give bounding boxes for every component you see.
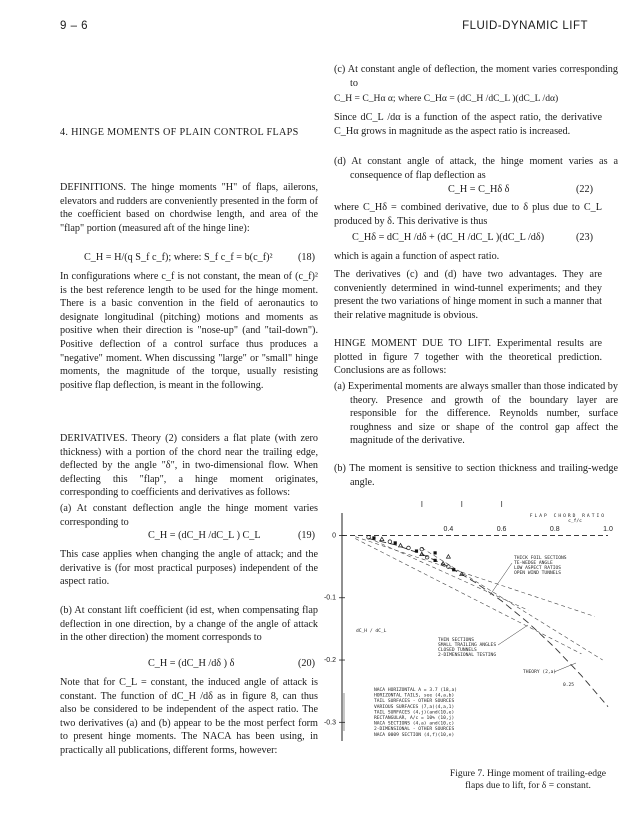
legend-entry: HORIZONTAL TAILS, see (4,a,b) — [374, 693, 455, 699]
data-point — [367, 536, 371, 540]
item-b-paragraph: Note that for C_L = constant, the induced angle of attack is constant. The function of dC_H /dδ as in figure 8, can thus also be considered to be independent of the aspect ratio. The two derivatives (a) and (b) appear to be the most perfect form to present hinge moments. The NACA has been using, in practically all publications, different forms, however: — [60, 677, 318, 756]
equation-20-number: (20) — [298, 658, 315, 669]
data-point — [394, 541, 397, 544]
annotation-pointer — [498, 625, 528, 645]
annotation-label: LOW ASPECT RATIOS — [514, 566, 562, 571]
legend-entry: RECTANGULAR, A/c = 10% (10,j) — [374, 716, 455, 721]
item-a: (a) At constant deflection angle the hinge moment varies corresponding to — [60, 503, 318, 528]
section-title: 4. HINGE MOMENTS OF PLAIN CONTROL FLAPS — [60, 127, 299, 138]
data-point — [434, 551, 437, 554]
y-tick-label: -0.3 — [323, 719, 336, 727]
equation-22-number: (22) — [576, 184, 593, 195]
equation-19: C_H = (dC_H /dC_L ) C_L — [148, 530, 261, 541]
data-point — [415, 549, 418, 552]
y-tick-label: -0.2 — [323, 657, 336, 665]
annotation-label: THICK FOIL SECTIONS — [514, 556, 567, 561]
equation-23-number: (23) — [576, 232, 593, 243]
x-axis-title: FLAP CHORD RATIO — [529, 514, 606, 519]
x-tick-label: 0.4 — [443, 526, 454, 533]
derivatives-paragraph: DERIVATIVES. Theory (2) considers a flat plate (with zero thickness) with a portion of the chord near the trailing edge, deflected by the angle "δ", in two-dimensional flow. When deflecting this "flap", a hinge moment originates, corresponding to coefficients and derivatives as follows: — [60, 433, 318, 499]
annotation-label: THIN SECTIONS — [438, 638, 474, 643]
annotation-label: SMALL TRAILING ANGLES — [438, 643, 497, 648]
running-title: FLUID-DYNAMIC LIFT — [462, 20, 588, 32]
data-point — [388, 540, 392, 544]
annotation-pointer — [490, 563, 512, 595]
definitions-paragraph: DEFINITIONS. The hinge moments "H" of flaps, ailerons, elevators and rudders are conveniently presented in the form of the coefficient based on chordwise length, and area of the "flap" portion (measured aft of the hinge line): — [60, 182, 318, 234]
item-d: (d) At constant angle of attack, the hinge moment varies as a consequence of flap deflection as — [334, 156, 618, 181]
trend-line — [355, 537, 594, 617]
annotation-label: TE-WEDGE ANGLE — [514, 561, 553, 566]
conclusion-b: (b) The moment is sensitive to section thickness and trailing-wedge angle. — [334, 463, 618, 488]
data-point — [399, 543, 403, 547]
item-d-paragraph-1: where C_Hδ = combined derivative, due to δ plus due to C_L produced by δ. This derivative is thus — [334, 202, 602, 227]
figure-7-chart — [318, 495, 618, 757]
data-point — [407, 546, 411, 550]
y-axis-label: dC_H / dC_L — [356, 629, 387, 634]
item-c: (c) At constant angle of deflection, the moment varies corresponding to — [334, 64, 618, 89]
annotation-label: CLOSED TUNNELS — [438, 648, 477, 653]
data-point — [452, 568, 455, 571]
annotation-label: THEORY (2,a) — [523, 670, 557, 675]
item-d-paragraph-2: which is again a function of aspect ratio. — [334, 251, 500, 262]
equation-18-number: (18) — [298, 252, 315, 263]
annotation-pointer — [554, 663, 576, 672]
hinge-moment-due-to-lift-paragraph: HINGE MOMENT DUE TO LIFT. Experimental results are plotted in figure 7 together with the theoretical prediction. Conclusions are as follows: — [334, 338, 602, 377]
legend-entry: NACA 0009 SECTION (4,f)(10,e) — [374, 732, 455, 738]
conclusion-a: (a) Experimental moments are always smaller than those indicated by theory. Presence and growth of the boundary layer are responsible for the difference. Reynolds number, surface roughness and size or shape of the control gap affect the magnitude of the derivative. — [334, 381, 618, 447]
equation-23: C_Hδ = dC_H /dδ + (dC_H /dC_L )(dC_L /dδ) — [352, 232, 545, 243]
data-point — [372, 536, 375, 539]
legend-entry: 2-DIMENSIONAL - OTHER SOURCES — [374, 727, 455, 733]
item-c-paragraph: Since dC_L /dα is a function of the aspect ratio, the derivative C_Hα grows in magnitude as the aspect ratio is increased. — [334, 112, 602, 137]
page-number: 9 – 6 — [60, 20, 89, 32]
x-tick-label: 0.6 — [496, 526, 507, 533]
legend-entry: TAIL SURFACES - OTHER SOURCES — [374, 699, 455, 705]
x-unit-label: c_f/c — [568, 519, 582, 524]
legend-entry: NACA HORIZONTAL A = 3.7 (18,a) — [374, 688, 457, 693]
theory-curve — [369, 539, 608, 707]
data-point — [380, 537, 384, 541]
config-paragraph: In configurations where c_f is not constant, the mean of (c_f)² is the best reference length to be used for the hinge moment. There is a basic convention in the field of aeronautics to designate longitudinal (pitching) motions and moments as positive when their direction is "nose-up" (and "tail-down"). Positive deflection of a control surface thus produces a "negative" moment. When discussing "large" or "small" hinge moments, the magnitude of the torque, usually resisting positive flap deflection, is meant in the following. — [60, 271, 318, 391]
data-point — [425, 555, 429, 559]
equation-21: C_H = C_Hα α; where C_Hα = (dC_H /dC_L )(dC_L /dα) — [334, 93, 559, 104]
figure-caption: Figure 7. Hinge moment of trailing-edge flaps due to lift, for δ = constant. — [449, 768, 607, 791]
item-a-paragraph: This case applies when changing the angle of attack; and the derivative is (for most practical purposes) independent of the aspect ratio. — [60, 549, 318, 588]
x-tick-label: 0.8 — [549, 526, 560, 533]
item-b: (b) At constant lift coefficient (id est, when compensating flap deflection in one direction, by a change of the angle of attack in the other direction) the moment corresponds to — [60, 605, 318, 644]
y-tick-label: -0.1 — [323, 594, 336, 602]
legend-entry: NACA SECTIONS (4,a) and(10,c) — [374, 721, 455, 727]
legend-entry: TAIL SURFACES (4,j)(and(10,e) — [374, 710, 455, 716]
derivatives-advantages-paragraph: The derivatives (c) and (d) have two advantages. They are conveniently determined in wind-tunnel experiments; and they present the two variations of hinge moment in such a manner that their relative magnitude is obvious. — [334, 269, 602, 321]
x-tick-label: 1.0 — [603, 526, 613, 533]
legend-entry: VARIOUS SURFACES (7,a)(4,a,1) — [374, 704, 455, 710]
annotation-label: 2-DIMENSIONAL TESTING — [438, 653, 497, 658]
annotation-label: 0.25 — [563, 683, 575, 688]
equation-20: C_H = (dC_H /dδ ) δ — [148, 658, 235, 669]
equation-22: C_H = C_Hδ δ — [448, 184, 510, 195]
annotation-label: OPEN WIND TUNNELS — [514, 571, 562, 576]
equation-18: C_H = H/(q S_f c_f); where: S_f c_f = b(c_f)² — [84, 252, 273, 263]
data-point — [434, 559, 437, 562]
data-point — [420, 547, 424, 551]
equation-19-number: (19) — [298, 530, 315, 541]
data-point — [446, 555, 450, 559]
y-tick-label: 0 — [332, 532, 336, 540]
